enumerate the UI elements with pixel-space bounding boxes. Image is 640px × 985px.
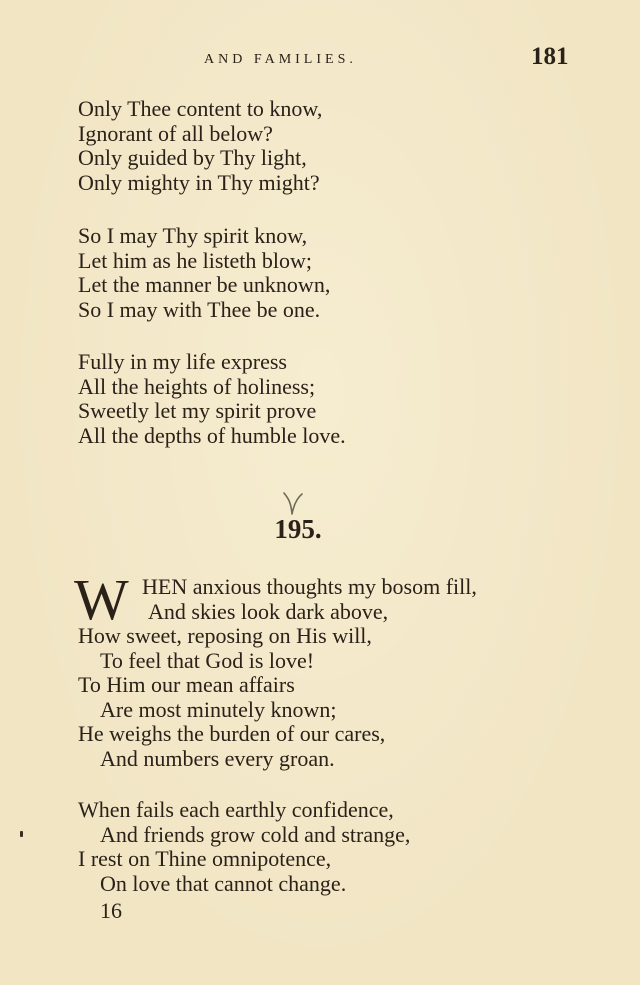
pencil-check-mark-icon [282, 490, 304, 516]
stanza-2 [78, 224, 330, 322]
verse-line: Are most minutely known; [100, 696, 337, 722]
verse-line: So I may Thy spirit know, [78, 223, 308, 248]
running-head: AND FAMILIES. [204, 52, 357, 67]
verse-line: All the heights of holiness; [78, 373, 316, 399]
verse-line: HEN anxious thoughts my bosom fill, [142, 574, 477, 599]
verse-line: Only Thee content to know, [78, 96, 323, 121]
stanza-3 [78, 350, 346, 448]
hymn-stanza-2 [78, 798, 410, 896]
page-number: 181 [531, 43, 569, 70]
verse-line: Only guided by Thy light, [78, 145, 307, 170]
stanza-1 [78, 97, 322, 195]
verse-line: On love that cannot change. [100, 870, 347, 896]
verse-line: And numbers every groan. [100, 745, 335, 771]
verse-line: To feel that God is love! [100, 647, 315, 673]
verse-line: Sweetly let my spirit prove [78, 398, 317, 423]
verse-line: Fully in my life express [78, 349, 287, 374]
signature-mark: 16 [100, 898, 122, 923]
verse-line: How sweet, reposing on His will, [78, 623, 372, 648]
verse-line: Ignorant of all below? [78, 120, 273, 146]
verse-line: And friends grow cold and strange, [100, 821, 411, 847]
verse-line: Only mighty in Thy might? [78, 169, 320, 195]
verse-line: Let him as he listeth blow; [78, 247, 313, 273]
hymn-stanza-1 [78, 575, 477, 771]
hymn-number: 195. [274, 514, 322, 544]
verse-line: I rest on Thine omnipotence, [78, 846, 332, 871]
verse-line: Let the manner be unknown, [78, 272, 331, 297]
verse-line: And skies look dark above, [148, 598, 389, 624]
drop-cap: W [74, 567, 129, 632]
verse-line: When fails each earthly confidence, [78, 797, 394, 822]
verse-line: He weighs the burden of our cares, [78, 721, 386, 746]
margin-mark [20, 831, 23, 837]
verse-line: All the depths of humble love. [78, 422, 346, 448]
verse-line: So I may with Thee be one. [78, 296, 321, 322]
verse-line: To Him our mean affairs [78, 672, 295, 697]
